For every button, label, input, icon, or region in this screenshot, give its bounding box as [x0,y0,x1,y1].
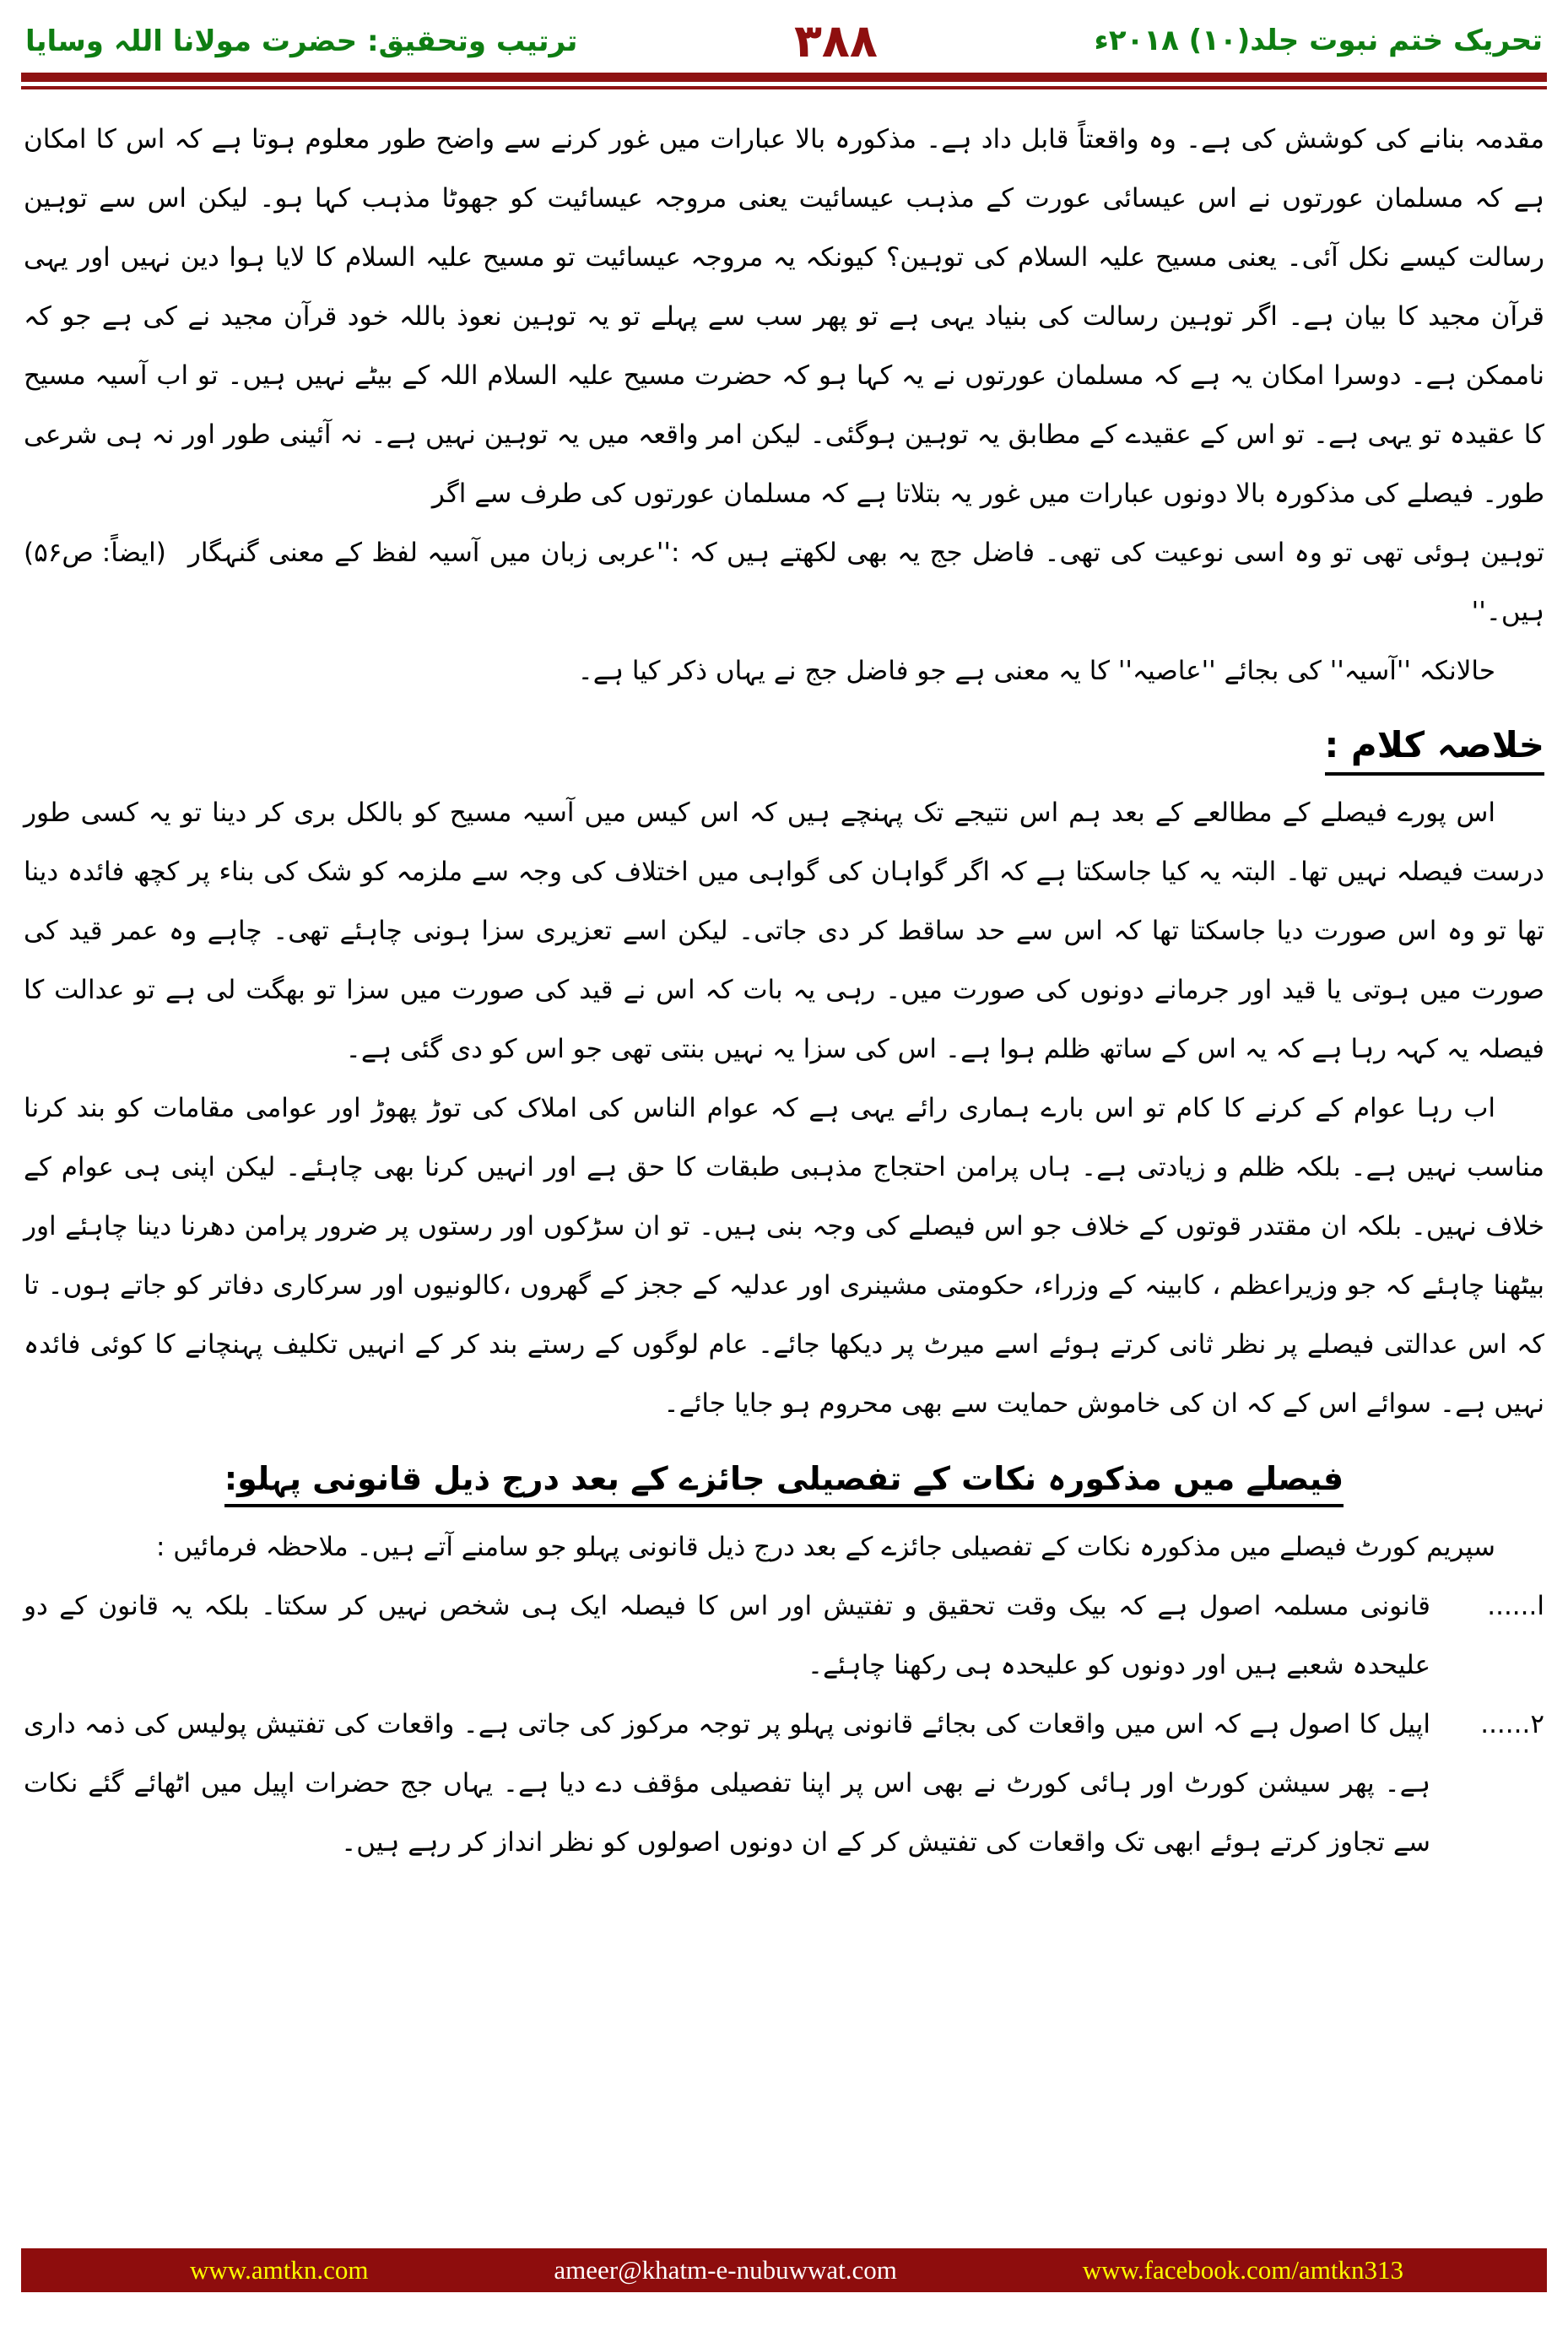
list-item-2 [24,1695,1544,1872]
list-item-1 [24,1577,1544,1695]
list-item-2-marker: ۲...... [1480,1709,1544,1739]
compiler-credit: ترتیب وتحقیق: حضرت مولانا اللہ وسایا [25,24,578,58]
section-heading-legal-aspects: فیصلے میں مذکورہ نکات کے تفصیلی جائزے کے بعد درج ذیل قانونی پہلو: [24,1445,1544,1512]
footer-bar [21,2248,1547,2292]
email-link[interactable]: ameer@khatm-e-nubuwwat.com [554,2255,897,2285]
section-heading-summary: خلاصہ کلام : [24,712,1544,778]
website-link[interactable]: www.amtkn.com [190,2255,369,2285]
header-divider [21,73,1547,89]
paragraph-3: اس پورے فیصلے کے مطالعے کے بعد ہم اس نتیجے تک پہنچے ہیں کہ اس کیس میں آسیہ مسیح کو بالکل بری کر دینا تو یہ کسی طور درست فیصلہ نہیں تھا۔ البتہ یہ کیا جاسکتا ہے کہ اگر گواہان کی گواہی میں اختلاف کی وجہ سے ملزمہ کو شک کی بناء پر کچھ فائدہ دینا تھا تو وہ اس صورت دیا جاسکتا تھا کہ اس سے حد ساقط کر دی جاتی۔ لیکن اسے تعزیری سزا ہونی چاہئے تھی۔ چاہے وہ عمر قید کی صورت میں ہوتی یا قید اور جرمانے دونوں کی صورت میں۔ رہی یہ بات کہ اس نے قید کی صورت میں سزا تو بھگت لی ہے تو عدالت کا فیصلہ یہ کہہ رہا ہے کہ یہ اس کے ساتھ ظلم ہوا ہے۔ اس کی سزا یہ نہیں بنتی تھی جو اس کو دی گئی ہے۔ [24,798,1544,1064]
citation-reference: (ایضاً: ص۵۶) [24,538,166,568]
body-text [0,89,1568,1872]
list-item-2-text: اپیل کا اصول ہے کہ اس میں واقعات کی بجائے قانونی پہلو پر توجہ مرکوز کی جاتی ہے۔ واقعات کی تفتیش پولیس کی ذمہ داری ہے۔ پھر سیشن کورٹ اور ہائی کورٹ نے بھی اس پر اپنا تفصیلی مؤقف دے دیا ہے۔ یہاں جج حضرات اپیل میں اٹھائے گئے نکات سے تجاوز کرتے ہوئے ابھی تک واقعات کی تفتیش کر کے ان دونوں اصولوں کو نظر انداز کر رہے ہیں۔ [24,1709,1430,1858]
divider-thick-rule [21,73,1547,82]
quote-line [24,523,1544,641]
paragraph-4: اب رہا عوام کے کرنے کا کام تو اس بارے ہماری رائے یہی ہے کہ عوام الناس کی املاک کی توڑ پھوڑ اور عوامی مقامات کو بند کرنا مناسب نہیں ہے۔ بلکہ ظلم و زیادتی ہے۔ ہاں پرامن احتجاج مذہبی طبقات کا حق ہے اور انہیں کرنا بھی چاہئے۔ لیکن اپنی ہی عوام کے خلاف نہیں۔ بلکہ ان مقتدر قوتوں کے خلاف جو اس فیصلے کی وجہ بنی ہیں۔ تو ان سڑکوں اور رستوں پر ضرور پرامن دھرنا دینا چاہئے اور بیٹھنا چاہئے کہ جو وزیراعظم ، کابینہ کے وزراء، حکومتی مشینری اور عدلیہ کے ججز کے گھروں ،کالونیوں اور سرکاری دفاتر کو جاتے ہوں۔ تا کہ اس عدالتی فیصلے پر نظر ثانی کرتے ہوئے اسے میرٹ پر دیکھا جائے۔ عام لوگوں کے رستے بند کر کے انہیں تکلیف پہنچانے کا کوئی فائدہ نہیں ہے۔ سوائے اس کے کہ ان کی خاموش حمایت سے بھی محروم ہو جایا جائے۔ [24,1093,1544,1419]
paragraph-1: مقدمہ بنانے کی کوشش کی ہے۔ وہ واقعتاً قابل داد ہے۔ مذکورہ بالا عبارات میں غور کرنے سے واضح طور معلوم ہوتا ہے کہ اس کا امکان ہے کہ مسلمان عورتوں نے اس عیسائی عورت کے مذہب عیسائیت یعنی مروجہ عیسائیت کو جھوٹا مذہب کہا ہو۔ لیکن اس سے توہین رسالت کیسے نکل آئی۔ یعنی مسیح علیہ السلام کی توہین؟ کیونکہ یہ مروجہ عیسائیت تو مسیح علیہ السلام کا لایا ہوا دین نہیں اور یہی قرآن مجید کا بیان ہے۔ اگر توہین رسالت کی بنیاد یہی ہے تو پھر سب سے پہلے تو یہ توہین نعوذ باللہ خود قرآن مجید نے کی ہے جو کہ ناممکن ہے۔ دوسرا امکان یہ ہے کہ مسلمان عورتوں نے یہ کہا ہو کہ حضرت مسیح علیہ السلام اللہ کے بیٹے نہیں ہیں۔ تو اب آسیہ مسیح کا عقیدہ تو یہی ہے۔ تو اس کے عقیدے کے مطابق یہ توہین ہوگئی۔ لیکن امر واقعہ میں یہ توہین نہیں ہے۔ نہ آئینی طور اور نہ ہی شرعی طور۔ فیصلے کی مذکورہ بالا دونوں عبارات میں غور یہ بتلاتا ہے کہ مسلمان عورتوں کی طرف سے اگر [24,124,1544,509]
list-item-1-marker: ا...... [1487,1591,1544,1621]
page-number: ۳۸۸ [793,14,878,68]
facebook-link[interactable]: www.facebook.com/amtkn313 [1082,2255,1403,2285]
page-header [0,0,1568,73]
paragraph-5: سپریم کورٹ فیصلے میں مذکورہ نکات کے تفصیلی جائزے کے بعد درج ذیل قانونی پہلو جو سامنے آتے ہیں۔ ملاحظہ فرمائیں : [155,1532,1495,1562]
list-item-1-text: قانونی مسلمہ اصول ہے کہ بیک وقت تحقیق و تفتیش اور اس کا فیصلہ ایک ہی شخص نہیں کر سکتا۔ بلکہ یہ قانون کے دو علیحدہ شعبے ہیں اور دونوں کو علیحدہ ہی رکھنا چاہئے۔ [24,1591,1430,1680]
judge-quote: توہین ہوئی تھی تو وہ اسی نوعیت کی تھی۔ فاضل جج یہ بھی لکھتے ہیں کہ :''عربی زبان میں آسیہ لفظ کے معنی گنہگار ہیں۔'' [187,538,1544,627]
paragraph-2: حالانکہ ''آسیہ'' کی بجائے ''عاصیہ'' کا یہ معنی ہے جو فاضل جج نے یہاں ذکر کیا ہے۔ [577,656,1495,686]
book-title: تحریک ختم نبوت جلد(۱۰) ۲۰۱۸ء [1094,24,1543,57]
